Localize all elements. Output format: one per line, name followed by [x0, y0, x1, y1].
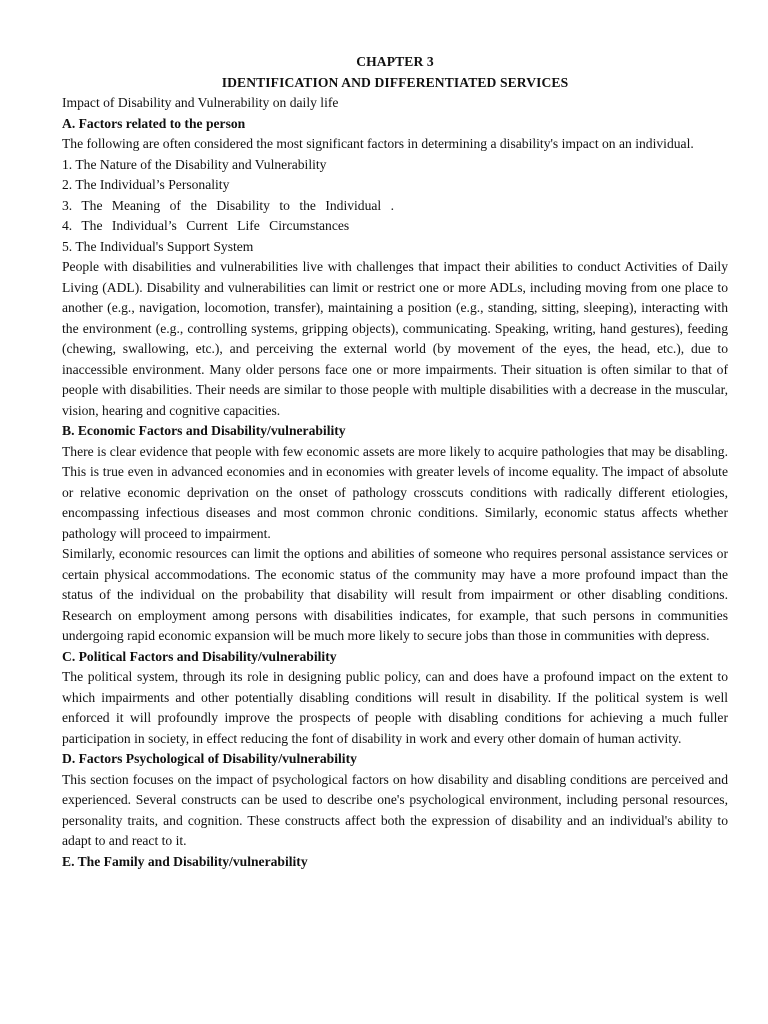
section-e-heading: E. The Family and Disability/vulnerability — [62, 853, 308, 869]
section-c-heading: C. Political Factors and Disability/vulnerability — [62, 648, 337, 664]
list-item: 3. The Meaning of the Disability to the Individual . — [62, 197, 394, 213]
section-d-body: This section focuses on the impact of psychological factors on how disability and disabling conditions are perceived and experienced. Several constructs can be used to describe one's psychological environment, including personal resources, personality traits, and cognition. These constructs affect both the expression of disability and an individual's ability to adapt to and react to it. — [62, 771, 728, 848]
section-b-heading: B. Economic Factors and Disability/vulnerability — [62, 423, 346, 438]
list-item: 1. The Nature of the Disability and Vulnerability — [62, 156, 327, 172]
section-d-heading: D. Factors Psychological of Disability/vulnerability — [62, 751, 357, 766]
section-b-paragraph-1: There is clear evidence that people with few economic assets are more likely to acquire pathologies that may be disabling. This is true even in advanced economies and in economies with greater levels of income equality. The impact of absolute or relative economic deprivation on the onset of pathology crosscuts conditions with radically different etiologies, encompassing infectious diseases and most common chronic conditions. Similarly, economic status affects whether pathology will proceed to impairment. — [62, 443, 728, 541]
section-c-body: The political system, through its role in designing public policy, can and does have a profound impact on the extent to which impairments and other potentially disabling conditions will result in disability. If the political system is well enforced it will profoundly improve the prospects of people with disabling conditions for achieving a much fuller participation in society, in effect reducing the font of disability in work and every other domain of human activity. — [62, 669, 728, 746]
list-item: 4. The Individual’s Current Life Circumstances — [62, 218, 350, 233]
chapter-title: IDENTIFICATION AND DIFFERENTIATED SERVICES — [221, 74, 569, 90]
list-item: 5. The Individual's Support System — [62, 238, 254, 254]
section-a-heading: A. Factors related to the person — [62, 115, 246, 131]
section-b-paragraph-2: Similarly, economic resources can limit the options and abilities of someone who requires personal assistance services or certain physical accommodations. The economic status of the community may have a more profound impact than the status of the individual on the probability that disability will result from impairment or other disabling conditions. Research on employment among persons with disabilities indicates, for example, that such persons in communities undergoing rapid economic expansion will be much more likely to secure jobs than those in communities with depress. — [62, 546, 728, 643]
section-a-lead: The following are often considered the most significant factors in determining a disability's impact on an individual. — [62, 136, 694, 151]
chapter-number: CHAPTER 3 — [356, 54, 434, 69]
section-a-body: People with disabilities and vulnerabilities live with challenges that impact their abilities to conduct Activities of Daily Living (ADL). Disability and vulnerabilities can limit or restrict one or more ADLs, including moving from one place to another (e.g., navigation, locomotion, transfer), maintaining a position (e.g., standing, sitting, sleeping), interacting with the environment (e.g., controlling systems, gripping objects), communicating. Speaking, writing, hand gestures), feeding (chewing, swallowing, etc.), and perceiving the external world (by movement of the eyes, the head, etc.), due to inaccessible environment. Many older persons face one or more impairments. Their situation is often similar to that of people with disabilities. Their needs are similar to those people with multiple disabilities with a decrease in the muscular, vision, hearing and cognitive capacities. — [62, 259, 728, 418]
list-item: 2. The Individual’s Personality — [62, 177, 230, 192]
intro-line: Impact of Disability and Vulnerability on daily life — [62, 95, 339, 110]
